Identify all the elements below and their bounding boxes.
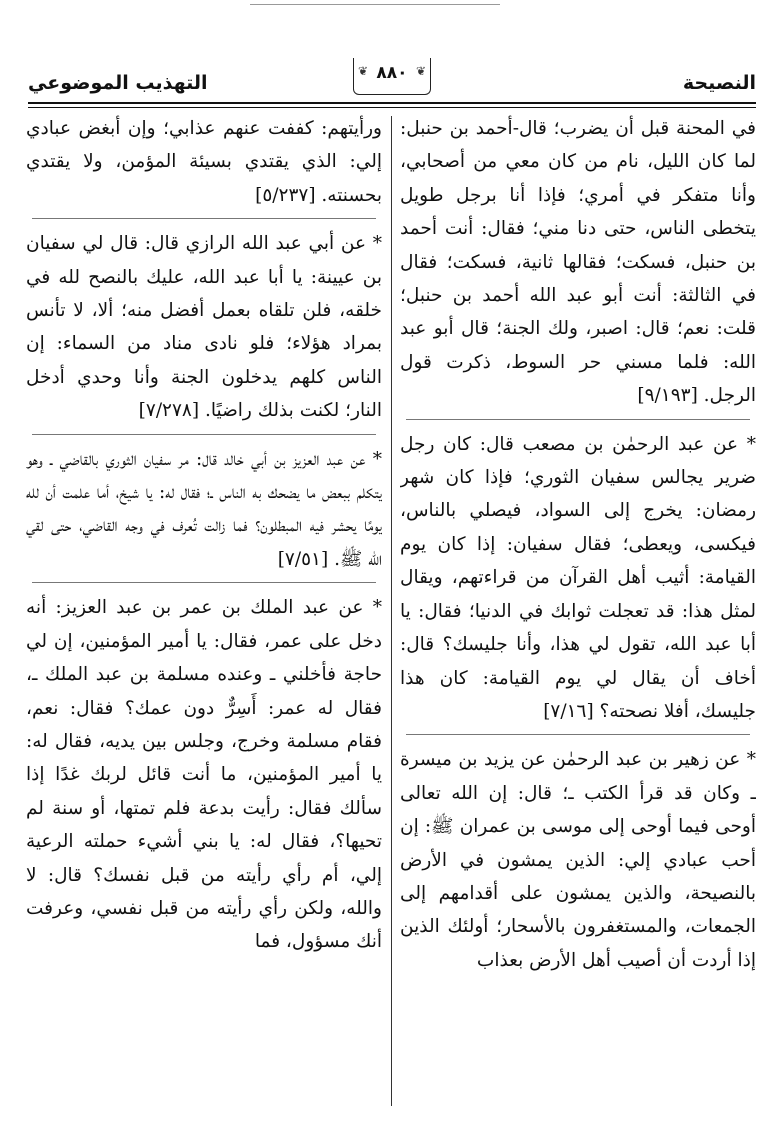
paragraph-divider <box>32 218 376 219</box>
left-column <box>26 112 382 1112</box>
paragraph-divider <box>406 734 750 735</box>
header-rule-thin <box>28 107 756 108</box>
ornament-icon: ❦ <box>415 64 426 78</box>
paragraph: في المحنة قبل أن يضرب؛ قال-أحمد بن حنبل: لما كان الليل، نام من كان معي من أصحابي، وأنا متفكر في أمري؛ فإذا أنا برجل طويل يتخطى الناس، حتى دنا مني؛ فقال: أنت أحمد بن حنبل، فسكت؛ فقالها ثانية، فسكت؛ فقال في الثالثة: أنت أبو عبد الله أحمد بن حنبل؛ قلت: نعم؛ قال: اصبر، ولك الجنة؛ قال أبو عبد الله: فلما مسني حر السوط، ذكرت قول الرجل. [٩/١٩٣] <box>400 118 756 407</box>
book-title: التهذيب الموضوعي <box>28 72 208 94</box>
right-column <box>400 112 756 1112</box>
column-divider <box>391 116 392 1106</box>
page-header <box>28 58 756 104</box>
chapter-title: النصيحة <box>682 72 756 94</box>
ornament-icon: ❦ <box>358 64 369 78</box>
paragraph-divider <box>32 582 376 583</box>
paragraph: ورأيتهم: كففت عنهم عذابي؛ وإن أبغض عبادي إلي: الذي يقتدي بسيئة المؤمن، ولا يقتدي بحسنته. [٥/٢٣٧] <box>26 118 382 206</box>
paragraph: * عن عبد العزيز بن أبي خالد قال: مر سفيان الثوري بالقاضي ـ وهو يتكلم ببعض ما يضحك به الناس ـ؛ فقال له: يا شيخ، أما علمت أن لله يومًا يحشر فيه المبطلون؟ فما زالت تُعرف في وجه القاضي، حتى لقي الله ﷺ. [٧/٥١] <box>26 448 382 570</box>
paragraph: * عن عبد الرحمٰن بن مصعب قال: كان رجل ضرير يجالس سفيان الثوري؛ فإذا كان شهر رمضان: يخرج إلى السواد، فيصلي بالناس، فيكسى، ويعطى؛ فقال سفيان: إذا كان يوم القيامة: أثيب أهل القرآن من قراءتهم، ويقال لمثل هذا: قد تعجلت ثوابك في الدنيا؛ فقال: يا أبا عبد الله، تقول لي هذا، وأنا جليسك؟ قال: أخاف أن يقال لي يوم القيامة: كان هذا جليسك، أفلا نصحته؟ [٧/١٦] <box>400 433 756 722</box>
paragraph-divider <box>406 419 750 420</box>
paragraph-divider <box>32 434 376 435</box>
paragraph: * عن عبد الملك بن عمر بن عبد العزيز: أنه دخل على عمر، فقال: يا أمير المؤمنين، إن لي حاجة فأخلني ـ وعنده مسلمة بن عبد الملك ـ، فقال له عمر: أَسِرٌّ دون عمك؟ فقال: نعم، فقام مسلمة وخرج، وجلس بين يديه، فقال له: يا أمير المؤمنين، ما أنت قائل لربك غدًا إذا سألك فقال: رأيت بدعة فلم تمتها، أو سنة لم تحيها؟، فقال له: يا بني أشيء حملته الرعية إلي، أم رأي رأيته من قبل نفسك؟ قال: لا والله، ولكن رأي رأيته من قبل نفسي، وعرفت أنك مسؤول، فما <box>26 597 382 953</box>
top-edge-rule <box>250 4 500 5</box>
page-number: ٨٨٠ <box>376 63 408 83</box>
paragraph: * عن أبي عبد الله الرازي قال: قال لي سفيان بن عيينة: يا أبا عبد الله، عليك بالنصح لله في خلقه، فلن تلقاه بعمل أفضل منه؛ ألا، لا تأنس بمراد هؤلاء؛ فلو نادى مناد من السماء: إن الناس كلهم يدخلون الجنة وأنا وحدي أدخل النار؛ لكنت بذلك راضيًا. [٧/٢٧٨] <box>26 233 382 422</box>
header-rule <box>28 102 756 104</box>
paragraph: * عن زهير بن عبد الرحمٰن عن يزيد بن ميسرة ـ وكان قد قرأ الكتب ـ؛ قال: إن الله تعالى أوحى فيما أوحى إلى موسى بن عمران ﷺ: إن أحب عبادي إلي: الذين يمشون في الأرض بالنصيحة، والذين يمشون على أقدامهم إلى الجمعات، والمستغفرون بالأسحار؛ أولئك الذين إذا أردت أن أصيب أهل الأرض بعذاب <box>400 749 756 971</box>
page-number-box <box>353 58 431 95</box>
